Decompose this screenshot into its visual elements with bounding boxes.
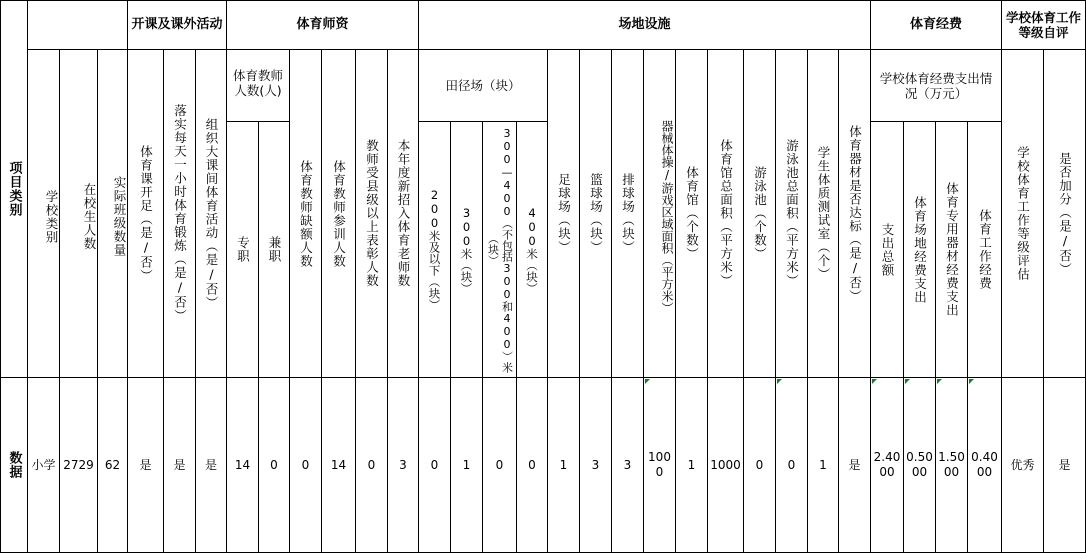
expense-header: 学校体育经费支出情况（万元） bbox=[871, 50, 1002, 122]
cell-pool-area[interactable]: 0 bbox=[776, 378, 808, 553]
cell-total-expense[interactable]: 2.4000 bbox=[871, 378, 904, 553]
blank-header bbox=[28, 0, 128, 50]
fitness-room-header: 学生体质测试室（个） bbox=[808, 50, 839, 378]
funding-group-header: 体育经费 bbox=[871, 0, 1002, 50]
t300-header: 300米（块） bbox=[451, 122, 483, 378]
cell-equipment-standard[interactable]: 是 bbox=[839, 378, 871, 553]
students-header: 在校生人数 bbox=[60, 50, 98, 378]
courses-group-header: 开课及课外活动 bbox=[128, 0, 227, 50]
pool-area-header: 游泳池总面积（平方米） bbox=[776, 50, 808, 378]
cell-equip-expense[interactable]: 1.5000 bbox=[936, 378, 968, 553]
t300-400-header: 300—400（不包括300和400）米（块） bbox=[483, 122, 517, 378]
work-expense-header: 体育工作经费 bbox=[968, 122, 1002, 378]
total-expense-header: 支出总额 bbox=[871, 122, 904, 378]
equipment-standard-header: 体育器材是否达标（是/否） bbox=[839, 50, 871, 378]
new-hires-header: 本年度新招入体育老师数 bbox=[388, 50, 419, 378]
cell-work-expense[interactable]: 0.4000 bbox=[968, 378, 1002, 553]
cell-pool[interactable]: 0 bbox=[744, 378, 776, 553]
teacher-count-header: 体育教师人数(人) bbox=[227, 50, 290, 122]
cell-vacancy[interactable]: 0 bbox=[290, 378, 322, 553]
recess-header: 组织大课间体育活动（是/否） bbox=[196, 50, 227, 378]
teachers-group-header: 体育师资 bbox=[227, 0, 419, 50]
site-expense-header: 体育场地经费支出 bbox=[904, 122, 936, 378]
cell-fitness-room[interactable]: 1 bbox=[808, 378, 839, 553]
cell-equipment-area[interactable]: 1000 bbox=[644, 378, 676, 553]
cell-one-hour[interactable]: 是 bbox=[164, 378, 196, 553]
cell-classes[interactable]: 62 bbox=[98, 378, 128, 553]
football-header: 足球场（块） bbox=[548, 50, 580, 378]
cell-site-expense[interactable]: 0.5000 bbox=[904, 378, 936, 553]
equip-expense-header: 体育专用器材经费支出 bbox=[936, 122, 968, 378]
cell-basketball[interactable]: 3 bbox=[580, 378, 612, 553]
t200-header: 200米及以下（块） bbox=[419, 122, 451, 378]
gym-area-header: 体育馆总面积（平方米） bbox=[708, 50, 744, 378]
cell-pe-full[interactable]: 是 bbox=[128, 378, 164, 553]
trained-header: 体育教师参训人数 bbox=[322, 50, 356, 378]
cell-school-type[interactable]: 小学 bbox=[28, 378, 60, 553]
rating-header: 学校体育工作等级评估 bbox=[1002, 50, 1044, 378]
row-label: 数据 bbox=[0, 378, 28, 553]
cell-t300-400[interactable]: 0 bbox=[483, 378, 517, 553]
parttime-header: 兼职 bbox=[259, 122, 290, 378]
classes-header: 实际班级数量 bbox=[98, 50, 128, 378]
pe-full-header: 体育课开足（是/否） bbox=[128, 50, 164, 378]
cell-trained[interactable]: 14 bbox=[322, 378, 356, 553]
selfeval-group-header: 学校体育工作等级自评 bbox=[1002, 0, 1086, 50]
cell-new-hires[interactable]: 3 bbox=[388, 378, 419, 553]
one-hour-header: 落实每天一小时体育锻炼（是/否） bbox=[164, 50, 196, 378]
equipment-area-header: 器械体操/游戏区域面积（平方米） bbox=[644, 50, 676, 378]
cell-parttime[interactable]: 0 bbox=[259, 378, 290, 553]
cell-students[interactable]: 2729 bbox=[60, 378, 98, 553]
item-category-header: 项目类别 bbox=[0, 0, 28, 378]
cell-bonus[interactable]: 是 bbox=[1044, 378, 1086, 553]
cell-t200[interactable]: 0 bbox=[419, 378, 451, 553]
school-type-header: 学校类别 bbox=[28, 50, 60, 378]
awarded-header: 教师受县级以上表彰人数 bbox=[356, 50, 388, 378]
cell-football[interactable]: 1 bbox=[548, 378, 580, 553]
volleyball-header: 排球场（块） bbox=[612, 50, 644, 378]
gym-header: 体育馆（个数） bbox=[676, 50, 708, 378]
bonus-header: 是否加分（是/否） bbox=[1044, 50, 1086, 378]
cell-t400[interactable]: 0 bbox=[517, 378, 548, 553]
cell-t300[interactable]: 1 bbox=[451, 378, 483, 553]
cell-awarded[interactable]: 0 bbox=[356, 378, 388, 553]
cell-gym-area[interactable]: 1000 bbox=[708, 378, 744, 553]
facilities-group-header: 场地设施 bbox=[419, 0, 871, 50]
fulltime-header: 专职 bbox=[227, 122, 259, 378]
cell-recess[interactable]: 是 bbox=[196, 378, 227, 553]
cell-gym[interactable]: 1 bbox=[676, 378, 708, 553]
pool-header: 游泳池（个数） bbox=[744, 50, 776, 378]
cell-fulltime[interactable]: 14 bbox=[227, 378, 259, 553]
cell-volleyball[interactable]: 3 bbox=[612, 378, 644, 553]
vacancy-header: 体育教师缺额人数 bbox=[290, 50, 322, 378]
track-header: 田径场（块） bbox=[419, 50, 548, 122]
cell-rating[interactable]: 优秀 bbox=[1002, 378, 1044, 553]
basketball-header: 篮球场（块） bbox=[580, 50, 612, 378]
t400-header: 400米（块） bbox=[517, 122, 548, 378]
